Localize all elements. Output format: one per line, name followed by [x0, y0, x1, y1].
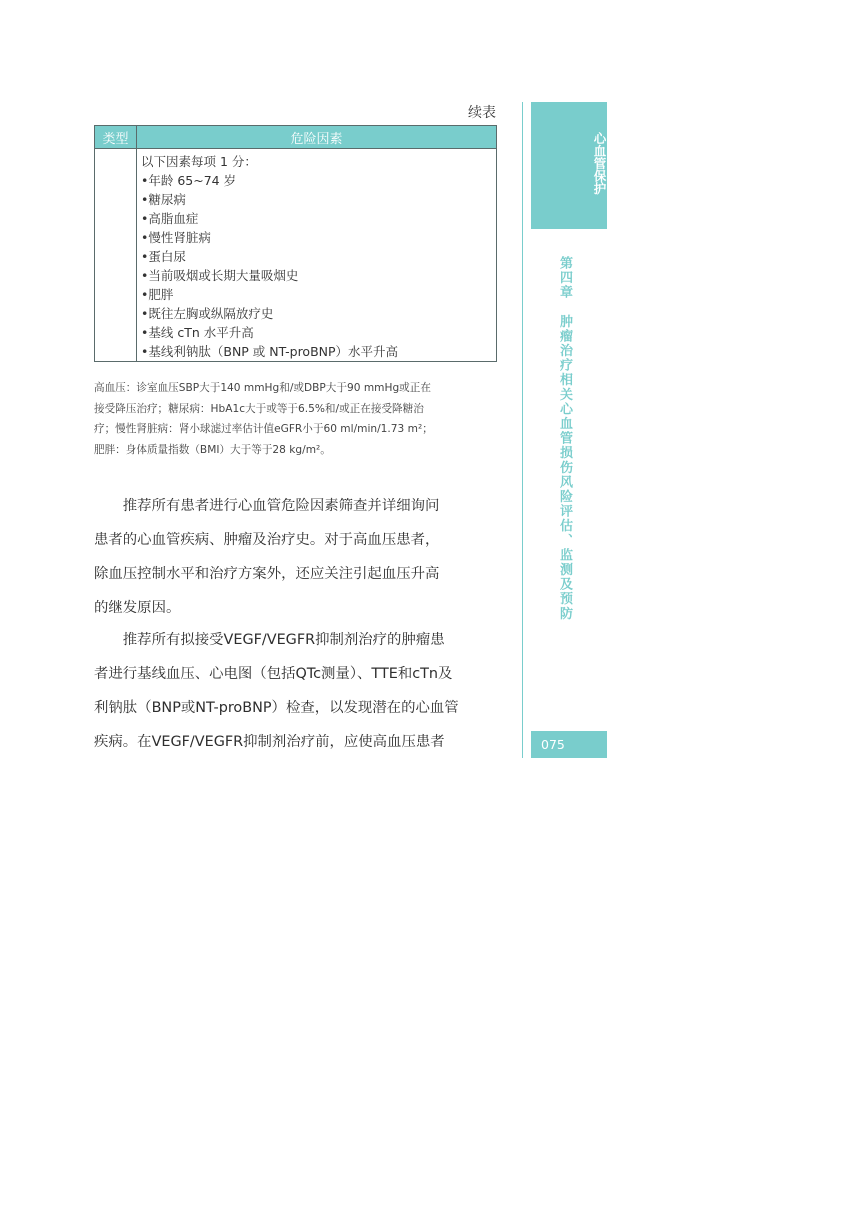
paragraph-line: 的继发原因。	[94, 600, 181, 616]
paragraph-line: 除血压控制水平和治疗方案外，还应关注引起血压升高	[94, 566, 440, 582]
list-item: •既往左胸或纵隔放疗史	[141, 306, 274, 321]
risk-factor-list	[141, 152, 496, 361]
paragraph-line: 患者的心血管疾病、肿瘤及治疗史。对于高血压患者，	[94, 532, 440, 548]
page-number-box	[531, 731, 607, 758]
list-item: •基线利钠肽（BNP 或 NT-proBNP）水平升高	[141, 344, 399, 359]
paragraph-line: 者进行基线血压、心电图（包括QTc测量）、TTE和cTn及	[94, 666, 453, 682]
paragraph-line: 疾病。在VEGF/VEGFR抑制剂治疗前，应使高血压患者	[94, 734, 445, 750]
list-item: •当前吸烟或长期大量吸烟史	[141, 268, 299, 283]
section-tab	[531, 102, 607, 229]
page-number: 075	[541, 737, 565, 752]
list-item: •慢性肾脏病	[141, 230, 211, 245]
list-item: 以下因素每项 1 分：	[141, 154, 257, 169]
list-item: •基线 cTn 水平升高	[141, 325, 254, 340]
table-footnote	[94, 378, 496, 460]
paragraph-line: 推荐所有拟接受VEGF/VEGFR抑制剂治疗的肿瘤患	[94, 632, 445, 648]
paragraph-line: 推荐所有患者进行心血管危险因素筛查并详细询问	[94, 498, 440, 514]
footnote-line: 高血压：诊室血压SBP大于140 mmHg和/或DBP大于90 mmHg或正在	[94, 382, 431, 394]
chapter-title: 第四章 肿瘤治疗相关心血管损伤风险评估、监测及预防	[557, 256, 572, 621]
margin-divider	[522, 102, 523, 758]
header-risk-factors: 危险因素	[137, 126, 497, 149]
table-header-row	[95, 126, 497, 149]
footnote-line: 接受降压治疗；糖尿病：HbA1c大于或等于6.5%和/或正在接受降糖治	[94, 402, 424, 415]
section-tab-label: 心血管保护	[592, 132, 607, 195]
paragraph-line: 利钠肽（BNP或NT-proBNP）检查，以发现潜在的心血管	[94, 700, 459, 716]
footnote-line: 肥胖：身体质量指数（BMI）大于等于28 kg/m²。	[94, 443, 331, 456]
table-row	[95, 149, 497, 362]
header-type: 类型	[95, 126, 137, 149]
list-item: •糖尿病	[141, 192, 186, 207]
risk-factors-cell	[137, 149, 497, 362]
risk-factor-table	[94, 125, 497, 362]
list-item: •高脂血症	[141, 211, 199, 226]
list-item: •年龄 65~74 岁	[141, 173, 237, 188]
footnote-line: 疗；慢性肾脏病：肾小球滤过率估计值eGFR小于60 ml/min/1.73 m²；	[94, 423, 433, 435]
body-paragraph-1	[94, 489, 496, 625]
body-paragraph-2	[94, 623, 496, 759]
continued-table-label: 续表	[468, 105, 496, 121]
list-item: •蛋白尿	[141, 249, 186, 264]
list-item: •肥胖	[141, 287, 174, 302]
type-cell	[95, 149, 137, 362]
